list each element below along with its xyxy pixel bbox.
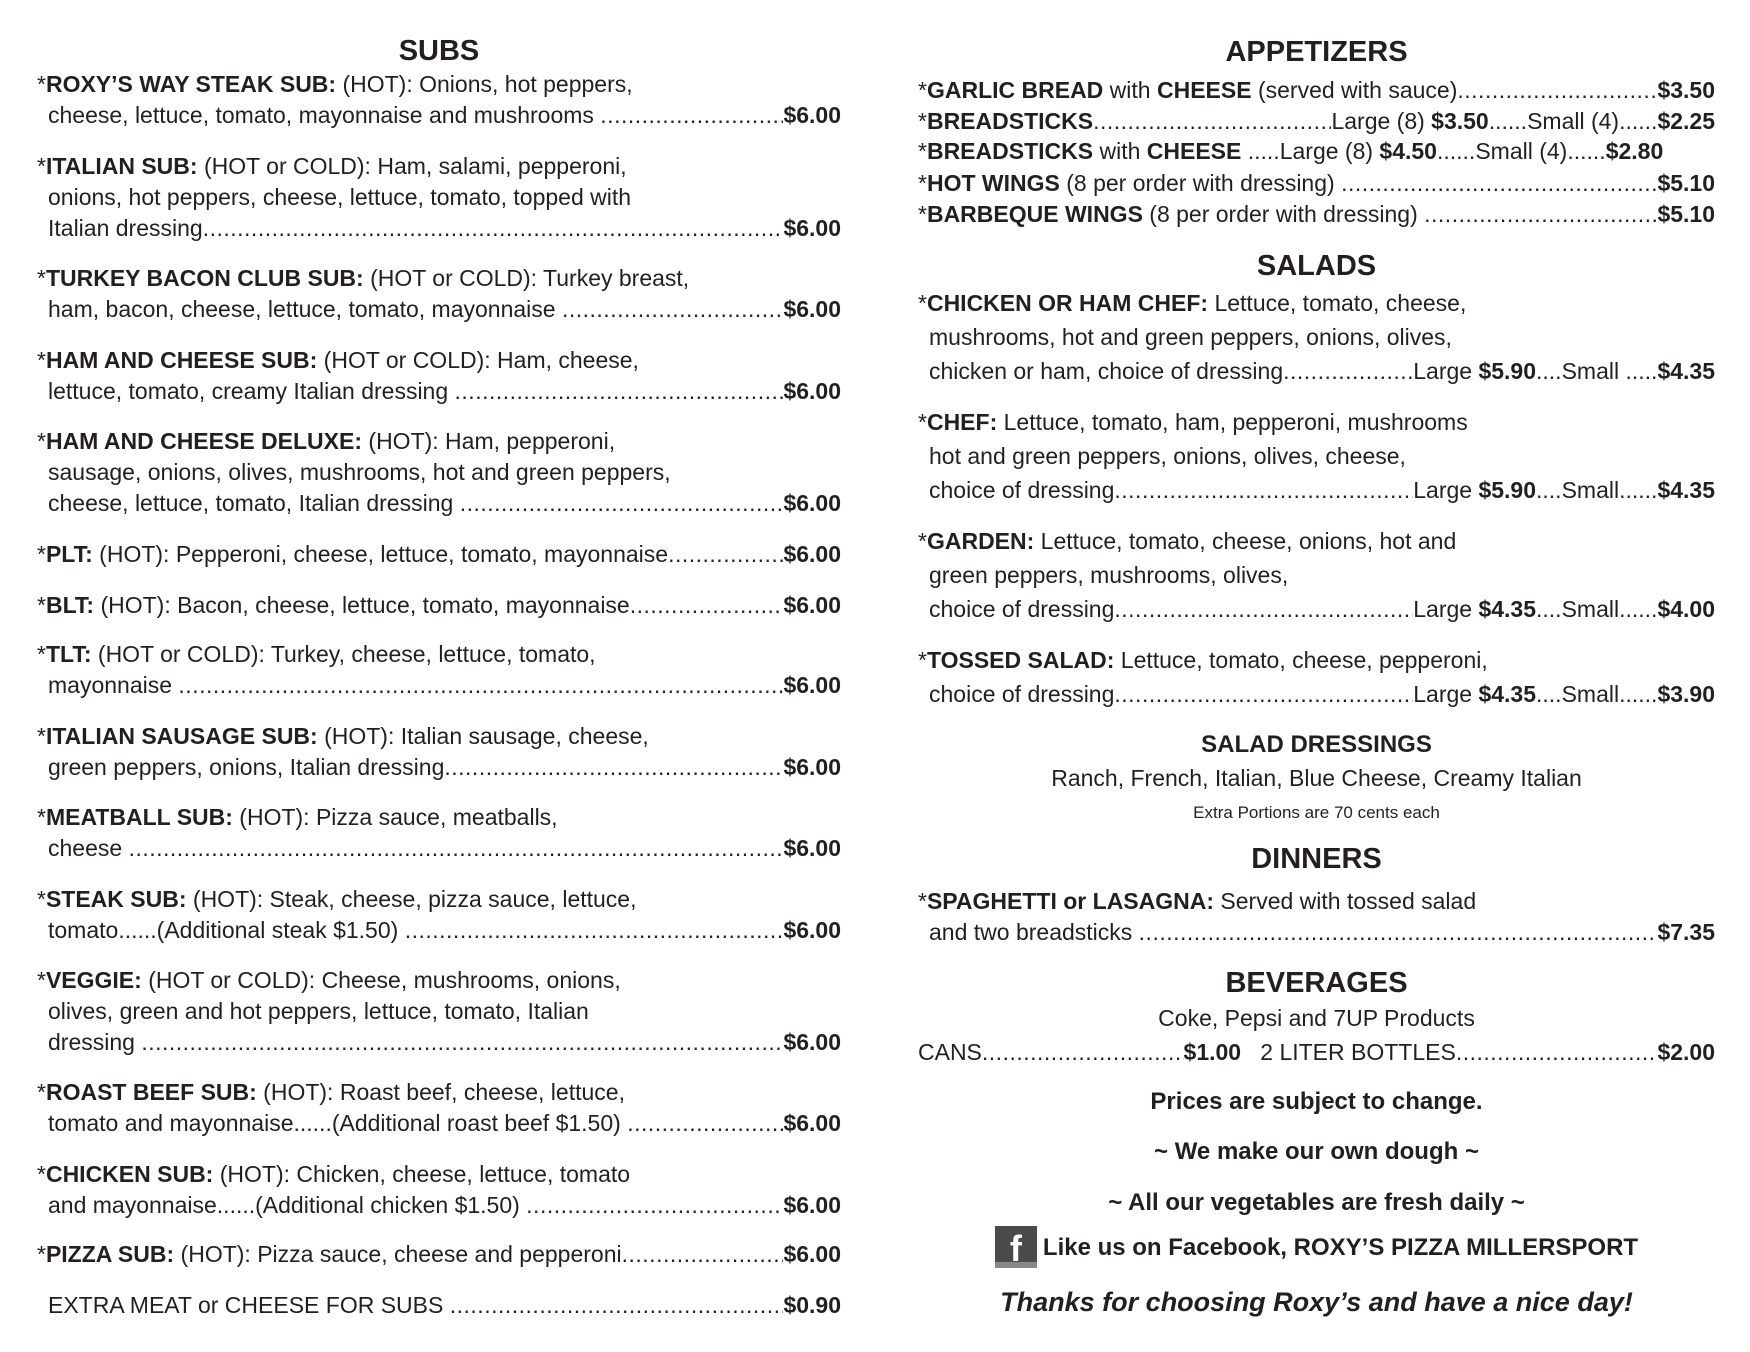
item-text: (8 per order with dressing) bbox=[1142, 201, 1425, 227]
dot-leader bbox=[630, 590, 784, 621]
price: $2.80 bbox=[1605, 138, 1664, 164]
item-text: tomato......(Additional steak $1.50) bbox=[48, 917, 405, 943]
dot-leader bbox=[1093, 106, 1331, 137]
item-text: lettuce, tomato, creamy Italian dressing bbox=[48, 378, 455, 404]
dot-leader bbox=[444, 752, 783, 783]
item-text: Lettuce, tomato, cheese, onions, hot and bbox=[1034, 528, 1457, 554]
dot-leader bbox=[460, 488, 784, 519]
item-text: ......Small (4)...... bbox=[1488, 108, 1658, 134]
dinners-heading: DINNERS bbox=[1251, 843, 1382, 875]
price: $4.35 bbox=[1478, 596, 1537, 622]
item-text: chicken or ham, choice of dressing bbox=[929, 358, 1284, 384]
menu-item-line bbox=[37, 1239, 841, 1270]
menu-item-line bbox=[918, 917, 1715, 948]
menu-item-line bbox=[37, 1190, 841, 1221]
menu-item-line bbox=[918, 354, 1715, 388]
item-text: (HOT or COLD): Ham, salami, pepperoni, bbox=[197, 153, 627, 179]
menu-item-line bbox=[37, 884, 841, 915]
item-text: (HOT or COLD): Turkey, cheese, lettuce, tomato, bbox=[91, 641, 596, 667]
dot-leader bbox=[1114, 473, 1413, 507]
menu-item-line bbox=[37, 670, 841, 701]
item-text: * bbox=[37, 804, 46, 830]
menu-item bbox=[37, 1159, 841, 1221]
menu-item-line bbox=[918, 75, 1715, 106]
item-text: ....Small ..... bbox=[1536, 358, 1658, 384]
item-name: ROXY’S WAY STEAK SUB: bbox=[45, 71, 337, 97]
item-text: * bbox=[37, 541, 46, 567]
item-text: and mayonnaise......(Additional chicken $1.50) bbox=[48, 1192, 527, 1218]
item-text: (HOT or COLD): Ham, cheese, bbox=[317, 347, 639, 373]
price: $6.00 bbox=[783, 917, 841, 943]
menu-item-line bbox=[918, 405, 1715, 439]
price: $6.00 bbox=[783, 296, 841, 322]
item-text: dressing bbox=[48, 1029, 142, 1055]
dot-leader bbox=[1456, 1037, 1658, 1068]
item-name: CHEF: bbox=[926, 409, 998, 435]
dot-leader bbox=[203, 213, 784, 244]
item-text: * bbox=[918, 290, 927, 316]
menu-item-line bbox=[37, 639, 841, 670]
thanks-message: Thanks for choosing Roxy’s and have a nice day! bbox=[1000, 1287, 1633, 1317]
dot-leader bbox=[562, 294, 783, 325]
menu-item-line bbox=[918, 199, 1715, 230]
dot-leader bbox=[141, 1027, 783, 1058]
menu-item-line bbox=[37, 833, 841, 864]
dot-leader bbox=[1114, 592, 1413, 626]
dot-leader bbox=[450, 1290, 784, 1321]
item-text: hot and green peppers, onions, olives, cheese, bbox=[929, 443, 1406, 469]
facebook-line[interactable] bbox=[918, 1226, 1715, 1268]
item-text: EXTRA MEAT or CHEESE FOR SUBS bbox=[48, 1292, 450, 1318]
item-text: * bbox=[37, 886, 46, 912]
dot-leader bbox=[1114, 677, 1413, 711]
item-text: * bbox=[37, 641, 46, 667]
menu-item bbox=[37, 426, 841, 519]
item-text: (HOT): Onions, hot peppers, bbox=[336, 71, 633, 97]
menu-item bbox=[918, 1037, 1715, 1068]
price: $0.90 bbox=[783, 1292, 841, 1318]
item-text: * bbox=[37, 723, 46, 749]
item-text: * bbox=[37, 1241, 46, 1267]
menu-item bbox=[37, 69, 841, 131]
item-text: * bbox=[37, 967, 46, 993]
item-text: * bbox=[918, 647, 927, 673]
menu-item-line bbox=[918, 643, 1715, 677]
dot-leader bbox=[178, 670, 783, 701]
salad-dressings-heading: SALAD DRESSINGS bbox=[1201, 731, 1432, 758]
item-name: GARDEN: bbox=[926, 528, 1035, 554]
item-text: Large (8) bbox=[1331, 108, 1432, 134]
facebook-icon[interactable]: f bbox=[995, 1226, 1037, 1268]
price: $6.00 bbox=[783, 490, 841, 516]
item-name: MEATBALL SUB: bbox=[45, 804, 233, 830]
item-text: choice of dressing bbox=[929, 477, 1115, 503]
menu-item-line bbox=[918, 677, 1715, 711]
item-text: (HOT): Pepperoni, cheese, lettuce, tomato, mayonnaise bbox=[92, 541, 669, 567]
item-text: mayonnaise bbox=[48, 672, 179, 698]
item-text: * bbox=[918, 77, 927, 103]
item-text: * bbox=[37, 71, 46, 97]
menu-item bbox=[37, 721, 841, 783]
item-text: cheese bbox=[48, 835, 129, 861]
item-text: CANS bbox=[918, 1039, 982, 1065]
menu-item-line bbox=[37, 213, 841, 244]
item-name: BREADSTICKS bbox=[926, 138, 1094, 164]
dot-leader bbox=[668, 539, 783, 570]
dot-leader bbox=[129, 833, 784, 864]
subs-heading: SUBS bbox=[398, 35, 480, 67]
item-name: BLT: bbox=[45, 592, 95, 618]
item-text: Large bbox=[1413, 358, 1479, 384]
item-name: TLT: bbox=[45, 641, 92, 667]
menu-item bbox=[37, 639, 841, 701]
item-text: Lettuce, tomato, cheese, bbox=[1208, 290, 1467, 316]
dot-leader bbox=[982, 1037, 1184, 1068]
menu-item-line bbox=[918, 106, 1715, 137]
menu-item bbox=[918, 136, 1715, 167]
price: $4.35 bbox=[1657, 477, 1715, 503]
menu-item-line bbox=[918, 1037, 1715, 1068]
item-name: BREADSTICKS bbox=[926, 108, 1094, 134]
item-name: BARBEQUE WINGS bbox=[926, 201, 1143, 227]
price: $6.00 bbox=[783, 215, 841, 241]
menu-item bbox=[37, 1290, 841, 1321]
price: $6.00 bbox=[783, 754, 841, 780]
item-name: TOSSED SALAD: bbox=[926, 647, 1115, 673]
menu-item bbox=[37, 1239, 841, 1270]
item-text: (HOT): Roast beef, cheese, lettuce, bbox=[256, 1079, 625, 1105]
menu-item-line bbox=[37, 1159, 841, 1190]
item-text: * bbox=[37, 1079, 46, 1105]
item-name: VEGGIE: bbox=[45, 967, 142, 993]
dot-leader bbox=[627, 1108, 783, 1139]
item-name: CHICKEN SUB: bbox=[45, 1161, 214, 1187]
item-text: Italian dressing bbox=[48, 215, 203, 241]
price: $7.35 bbox=[1657, 919, 1715, 945]
item-text: Large bbox=[1413, 596, 1479, 622]
menu-item-line bbox=[918, 168, 1715, 199]
menu-item bbox=[918, 886, 1715, 948]
menu-item bbox=[918, 199, 1715, 230]
price: $6.00 bbox=[783, 592, 841, 618]
menu-item-line bbox=[37, 1290, 841, 1321]
price: $6.00 bbox=[783, 835, 841, 861]
item-text: ....Small...... bbox=[1536, 477, 1658, 503]
item-text: 2 LITER BOTTLES bbox=[1241, 1039, 1456, 1065]
item-text: cheese, lettuce, tomato, Italian dressing bbox=[48, 490, 460, 516]
menu-item-line bbox=[37, 590, 841, 621]
dot-leader bbox=[455, 376, 784, 407]
menu-item-line bbox=[37, 1108, 841, 1139]
item-name: PLT: bbox=[45, 541, 93, 567]
menu-item-line bbox=[37, 69, 841, 100]
item-text: * bbox=[37, 347, 46, 373]
item-text: cheese, lettuce, tomato, mayonnaise and mushrooms bbox=[48, 102, 601, 128]
menu-item-line bbox=[37, 752, 841, 783]
menu-item bbox=[918, 168, 1715, 199]
menu-item bbox=[37, 884, 841, 946]
salads-heading: SALADS bbox=[1256, 250, 1377, 282]
menu-item-line bbox=[37, 426, 841, 457]
menu-item-line bbox=[37, 294, 841, 325]
dot-leader bbox=[1457, 75, 1657, 106]
menu-item-line bbox=[37, 345, 841, 376]
menu-item-line bbox=[37, 721, 841, 752]
item-text: (HOT): Chicken, cheese, lettuce, tomato bbox=[213, 1161, 631, 1187]
menu-item-line bbox=[918, 473, 1715, 507]
price: $6.00 bbox=[783, 1192, 841, 1218]
item-text: with bbox=[1093, 138, 1147, 164]
item-text: onions, hot peppers, cheese, lettuce, tomato, topped with bbox=[48, 184, 632, 210]
menu-item-line bbox=[918, 286, 1715, 320]
item-name: ITALIAN SUB: bbox=[45, 153, 198, 179]
menu-item-line bbox=[918, 558, 1715, 592]
item-text: sausage, onions, olives, mushrooms, hot and green peppers, bbox=[48, 459, 671, 485]
item-name: SPAGHETTI or LASAGNA: bbox=[926, 888, 1215, 914]
price: $2.00 bbox=[1657, 1039, 1716, 1065]
item-text: Large bbox=[1413, 477, 1479, 503]
price: $3.50 bbox=[1431, 108, 1489, 134]
item-text: (HOT or COLD): Turkey breast, bbox=[363, 265, 690, 291]
menu-item-line bbox=[918, 524, 1715, 558]
vegetables-note: ~ All our vegetables are fresh daily ~ bbox=[1108, 1189, 1525, 1216]
menu-item-line bbox=[37, 457, 841, 488]
item-text: * bbox=[37, 428, 46, 454]
menu-item bbox=[37, 539, 841, 570]
dot-leader bbox=[405, 915, 784, 946]
menu-item bbox=[37, 802, 841, 864]
dot-leader bbox=[1139, 917, 1658, 948]
item-name: STEAK SUB: bbox=[45, 886, 187, 912]
item-text: * bbox=[37, 153, 46, 179]
menu-item-line bbox=[918, 592, 1715, 626]
item-text: (8 per order with dressing) bbox=[1059, 170, 1342, 196]
menu-item bbox=[37, 345, 841, 407]
price: $4.35 bbox=[1478, 681, 1537, 707]
dressings-list: Ranch, French, Italian, Blue Cheese, Creamy Italian bbox=[1051, 765, 1582, 791]
item-text: Lettuce, tomato, ham, pepperoni, mushrooms bbox=[997, 409, 1468, 435]
menu-item-line bbox=[37, 376, 841, 407]
item-name: TURKEY BACON CLUB SUB: bbox=[45, 265, 364, 291]
item-name: PIZZA SUB: bbox=[45, 1241, 175, 1267]
menu-item-line bbox=[918, 320, 1715, 354]
item-text: * bbox=[918, 108, 927, 134]
item-text: ......Small (4)...... bbox=[1436, 138, 1606, 164]
menu-item-line bbox=[37, 802, 841, 833]
item-text: (HOT): Steak, cheese, pizza sauce, lettuce, bbox=[186, 886, 637, 912]
item-name: HOT WINGS bbox=[926, 170, 1060, 196]
dot-leader bbox=[1424, 199, 1657, 230]
item-text: * bbox=[918, 138, 927, 164]
price: $6.00 bbox=[783, 541, 841, 567]
menu-item bbox=[918, 286, 1715, 388]
prices-note: Prices are subject to change. bbox=[1150, 1088, 1483, 1115]
dot-leader bbox=[1283, 354, 1413, 388]
dot-leader bbox=[526, 1190, 783, 1221]
item-text: * bbox=[918, 528, 927, 554]
menu-item bbox=[37, 965, 841, 1058]
item-name: HAM AND CHEESE DELUXE: bbox=[45, 428, 363, 454]
item-text: * bbox=[37, 265, 46, 291]
menu-item bbox=[918, 643, 1715, 711]
price: $1.00 bbox=[1183, 1039, 1242, 1065]
menu-item bbox=[918, 524, 1715, 626]
item-text: choice of dressing bbox=[929, 681, 1115, 707]
item-text: * bbox=[37, 592, 46, 618]
price: $6.00 bbox=[783, 672, 841, 698]
price: $6.00 bbox=[783, 102, 841, 128]
item-name: CHICKEN OR HAM CHEF: bbox=[926, 290, 1209, 316]
price: $6.00 bbox=[783, 378, 841, 404]
menu-item-line bbox=[37, 263, 841, 294]
price: $2.25 bbox=[1657, 108, 1715, 134]
menu-item-line bbox=[37, 965, 841, 996]
menu-item-line bbox=[37, 915, 841, 946]
facebook-text: Like us on Facebook, ROXY’S PIZZA MILLERSPORT bbox=[1042, 1234, 1639, 1261]
item-text: Served with tossed salad bbox=[1214, 888, 1477, 914]
item-text: * bbox=[918, 170, 927, 196]
item-text: ....Small...... bbox=[1536, 681, 1658, 707]
price: $5.90 bbox=[1478, 358, 1537, 384]
beverages-heading: BEVERAGES bbox=[1225, 967, 1408, 999]
price: $5.90 bbox=[1478, 477, 1537, 503]
item-text: olives, green and hot peppers, lettuce, tomato, Italian bbox=[48, 998, 589, 1024]
item-name: CHEESE bbox=[1146, 138, 1242, 164]
menu-item-line bbox=[37, 996, 841, 1027]
menu-item-line bbox=[37, 1027, 841, 1058]
price: $6.00 bbox=[783, 1110, 841, 1136]
appetizers-heading: APPETIZERS bbox=[1225, 36, 1408, 68]
menu-item-line bbox=[918, 136, 1715, 167]
item-text: (HOT): Bacon, cheese, lettuce, tomato, mayonnaise bbox=[94, 592, 630, 618]
item-text: (HOT): Ham, pepperoni, bbox=[362, 428, 616, 454]
price: $6.00 bbox=[783, 1029, 841, 1055]
dot-leader bbox=[622, 1239, 784, 1270]
price: $3.50 bbox=[1657, 77, 1715, 103]
item-text: Lettuce, tomato, cheese, pepperoni, bbox=[1114, 647, 1488, 673]
menu-item bbox=[918, 405, 1715, 507]
price: $4.35 bbox=[1657, 358, 1715, 384]
item-text: ham, bacon, cheese, lettuce, tomato, mayonnaise bbox=[48, 296, 562, 322]
item-text: (HOT): Pizza sauce, meatballs, bbox=[232, 804, 558, 830]
item-text: (served with sauce) bbox=[1251, 77, 1458, 103]
price: $5.10 bbox=[1657, 201, 1715, 227]
price: $6.00 bbox=[783, 1241, 841, 1267]
menu-item-line bbox=[918, 439, 1715, 473]
item-text: green peppers, mushrooms, olives, bbox=[929, 562, 1289, 588]
item-text: green peppers, onions, Italian dressing bbox=[48, 754, 445, 780]
item-text: (HOT or COLD): Cheese, mushrooms, onions, bbox=[141, 967, 621, 993]
menu-item bbox=[37, 590, 841, 621]
item-text: ....Small...... bbox=[1536, 596, 1658, 622]
item-text: * bbox=[918, 888, 927, 914]
item-text: choice of dressing bbox=[929, 596, 1115, 622]
item-name: ROAST BEEF SUB: bbox=[45, 1079, 257, 1105]
menu-item bbox=[37, 1077, 841, 1139]
item-name: GARLIC BREAD bbox=[926, 77, 1104, 103]
item-text: Large bbox=[1413, 681, 1479, 707]
menu-item bbox=[37, 151, 841, 244]
price: $3.90 bbox=[1657, 681, 1715, 707]
menu-item bbox=[918, 106, 1715, 137]
beverages-subtitle: Coke, Pepsi and 7UP Products bbox=[1158, 1005, 1475, 1031]
item-text: (HOT): Pizza sauce, cheese and pepperoni bbox=[174, 1241, 622, 1267]
extra-portions-note: Extra Portions are 70 cents each bbox=[1193, 803, 1440, 822]
item-text: * bbox=[37, 1161, 46, 1187]
dot-leader bbox=[1341, 168, 1657, 199]
item-name: HAM AND CHEESE SUB: bbox=[45, 347, 318, 373]
item-text: and two breadsticks bbox=[929, 919, 1139, 945]
menu-item-line bbox=[37, 151, 841, 182]
item-text: * bbox=[918, 201, 927, 227]
price: $5.10 bbox=[1657, 170, 1715, 196]
menu-item-line bbox=[37, 100, 841, 131]
price: $4.50 bbox=[1379, 138, 1437, 164]
price: $4.00 bbox=[1657, 596, 1715, 622]
menu-item bbox=[37, 263, 841, 325]
item-text: (HOT): Italian sausage, cheese, bbox=[317, 723, 649, 749]
item-text: * bbox=[918, 409, 927, 435]
menu-item-line bbox=[37, 182, 841, 213]
menu-item bbox=[918, 75, 1715, 106]
menu-item-line bbox=[918, 886, 1715, 917]
menu-item-line bbox=[37, 539, 841, 570]
item-text: with bbox=[1103, 77, 1157, 103]
item-name: ITALIAN SAUSAGE SUB: bbox=[45, 723, 318, 749]
item-text: mushrooms, hot and green peppers, onions, olives, bbox=[929, 324, 1452, 350]
dot-leader bbox=[600, 100, 783, 131]
item-name: CHEESE bbox=[1156, 77, 1252, 103]
menu-item-line bbox=[37, 1077, 841, 1108]
item-text: .....Large (8) bbox=[1241, 138, 1380, 164]
item-text: tomato and mayonnaise......(Additional roast beef $1.50) bbox=[48, 1110, 628, 1136]
dough-note: ~ We make our own dough ~ bbox=[1154, 1138, 1479, 1165]
menu-item-line bbox=[37, 488, 841, 519]
